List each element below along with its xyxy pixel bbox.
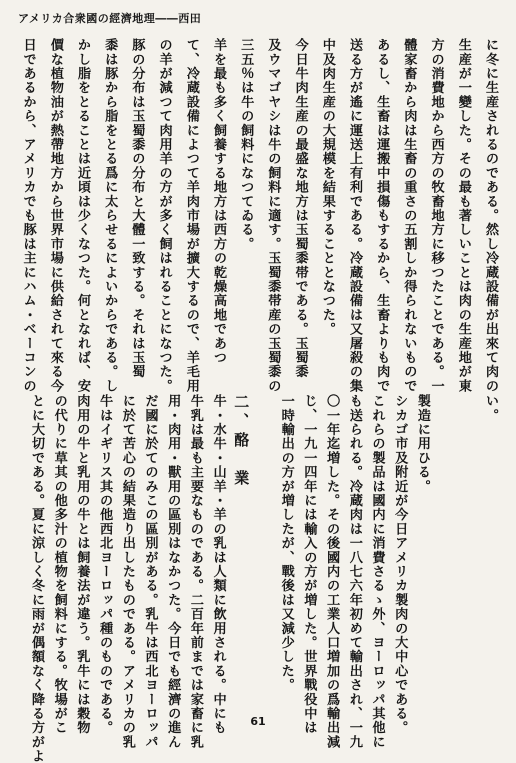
running-header: アメリカ合衆國の經濟地理――西田 bbox=[18, 12, 202, 25]
lower-column-line: 製造に用ひる。 bbox=[414, 394, 430, 494]
upper-column-line: 今日牛肉生産の最盛な地方は玉蜀黍帯である。玉蜀黍 bbox=[292, 38, 308, 379]
lower-column-line: じ、一九一四年には輸入の方が増した。世界戰役中は bbox=[301, 394, 317, 735]
upper-column-line: て、冷蔵設備によつて羊肉市場が擴大するので、羊毛用 bbox=[183, 38, 199, 393]
page-number: 61 bbox=[250, 715, 266, 728]
upper-column-line: 黍は豚から脂をとる爲に太らせるによいからである。し bbox=[102, 38, 118, 393]
lower-column-line: これらの製品は國内に消費さるゝ外、ヨーロッパ其他に bbox=[369, 394, 385, 749]
upper-column-line: 及ウマゴヤシは牛の飼料に適す。玉蜀黍帯産の玉蜀黍の bbox=[265, 38, 281, 393]
upper-column-line: に冬に生産されるのである。然し冷蔵設備が出來て肉の bbox=[483, 38, 498, 393]
lower-column-line: い。 bbox=[483, 394, 498, 423]
lower-column-line: 用・肉用・獸用の區別はなかつた。今日でも經濟の進ん bbox=[165, 394, 181, 749]
upper-column-line: 中及肉生産の大規模を結果することとなつた。 bbox=[319, 38, 335, 337]
lower-column-line: 牛・水牛・山羊・羊の乳は人類に飲用される。中にも bbox=[210, 394, 226, 735]
lower-column-line: とに大切である。夏に涼しく冬に雨が偶額なく降る方がよ bbox=[29, 394, 44, 763]
upper-column-line: 豚の分布は玉蜀黍の分布と大體一致する。それは玉蜀 bbox=[129, 38, 145, 379]
upper-column-line: 羊を最も多く飼養する地方は西方の乾燥高地であつ bbox=[211, 38, 226, 365]
lower-column-line: だ國に於てのみこの區別がある。乳牛は西北ヨーロッパ bbox=[142, 394, 158, 749]
lower-column-line: も送られる。冷蔵肉は一八七六年初めて輸出され、一九 bbox=[346, 394, 362, 749]
lower-column-line: 牛はイギリス其の他西北ヨーロッパ種のものである。 bbox=[97, 394, 113, 735]
upper-column-line: 日であるから、アメリカでも豚は主にハム・ベーコンの bbox=[20, 38, 36, 393]
lower-column-line: シカゴ市及附近が今日アメリカ製肉の大中心である。 bbox=[392, 394, 408, 735]
lower-column-line: 牛乳は最も主要なものである。二百年前までは家畜に乳 bbox=[187, 394, 203, 749]
lower-column-line: 肉用の牛と乳用の牛とは飼養法が違う。乳牛には穀物 bbox=[74, 394, 90, 735]
upper-column-line: 三五％は牛の飼料になつてゐる。 bbox=[238, 38, 254, 251]
lower-column-line: の代りに草其の他多汁の植物を飼料にする。牧場がこ bbox=[51, 394, 67, 735]
lower-column-line: に於て苦心の結果造り出したものである。アメリカの乳 bbox=[119, 394, 135, 749]
upper-column-line: 生産が一變した。その最も著しいことは肉の生産地が東 bbox=[455, 38, 471, 393]
upper-column-line: 體家畜から肉は生畜の重さの五割しか得られないもので bbox=[401, 38, 417, 393]
upper-column-line: かし脂をとることは近頃は少くなつた。何となれば、安 bbox=[75, 38, 90, 393]
upper-column-line: 送る方が遙に運送上有利である。冷蔵設備は又屠殺の集 bbox=[347, 38, 362, 393]
upper-column-line: 價な植物油が熱帶地方から世界市場に供給されて來る今 bbox=[47, 38, 63, 393]
upper-column-line: 方の消費地から西方の牧畜地方に移つたことである。一 bbox=[428, 38, 444, 393]
lower-column-line: 二、酪 業 bbox=[232, 394, 251, 489]
lower-column-line: 〇一年迄増した。その後國内の工業人口増加の爲輸出減 bbox=[324, 394, 340, 749]
upper-column-line: あるし、生畜は運搬中損傷もするから、生畜よりも肉で bbox=[374, 38, 390, 393]
lower-column-line: 一時輸出の方が増したが、戰後は又減少した。 bbox=[278, 394, 294, 693]
upper-column-line: の羊が減つて肉用羊の方が多く飼はれることになつた。 bbox=[156, 38, 172, 393]
